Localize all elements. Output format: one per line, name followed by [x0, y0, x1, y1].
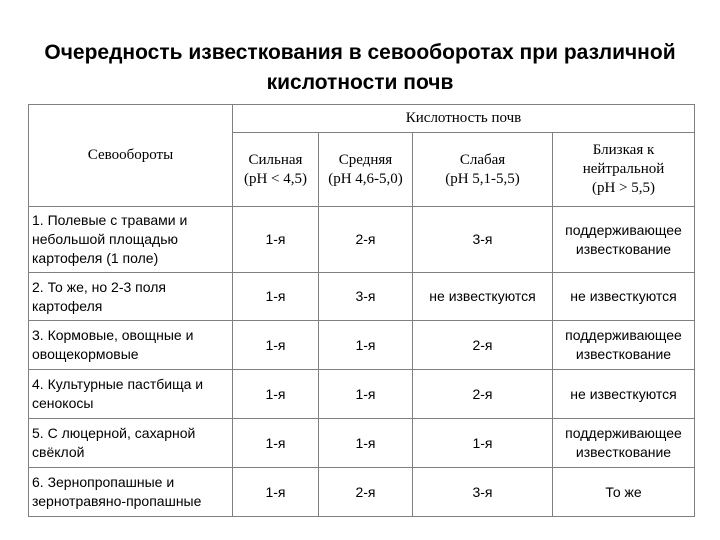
- row-name: 2. То же, но 2-3 поля картофеля: [29, 273, 233, 321]
- row-name: 3. Кормовые, овощные и овощекормовые: [29, 321, 233, 370]
- cell-weak: 3-я: [413, 207, 553, 273]
- table-row: [29, 419, 695, 468]
- cell-weak: 2-я: [413, 321, 553, 370]
- header-col-medium: Средняя (рН 4,6-5,0): [319, 133, 413, 207]
- cell-near-neutral: поддерживающее известкование: [553, 321, 695, 370]
- cell-near-neutral: не известкуются: [553, 273, 695, 321]
- header-col-near-neutral: Близкая к нейтральной (рН > 5,5): [553, 133, 695, 207]
- cell-medium: 1-я: [319, 370, 413, 419]
- cell-near-neutral: поддерживающее известкование: [553, 207, 695, 273]
- cell-strong: 1-я: [233, 468, 319, 517]
- liming-table: [28, 104, 695, 517]
- cell-weak: не известкуются: [413, 273, 553, 321]
- header-acidity: Кислотность почв: [233, 105, 695, 133]
- cell-strong: 1-я: [233, 273, 319, 321]
- cell-strong: 1-я: [233, 207, 319, 273]
- row-name: 5. С люцерной, сахарной свёклой: [29, 419, 233, 468]
- title-line-2: кислотности почв: [266, 71, 454, 94]
- row-name: 4. Культурные пастбища и сенокосы: [29, 370, 233, 419]
- cell-weak: 3-я: [413, 468, 553, 517]
- header-row-1: [29, 105, 695, 133]
- cell-strong: 1-я: [233, 419, 319, 468]
- cell-weak: 2-я: [413, 370, 553, 419]
- header-rotations: Севообороты: [29, 105, 233, 207]
- cell-medium: 2-я: [319, 207, 413, 273]
- table-row: [29, 273, 695, 321]
- cell-medium: 1-я: [319, 321, 413, 370]
- table-row: [29, 207, 695, 273]
- header-col-strong: Сильная (рН < 4,5): [233, 133, 319, 207]
- cell-medium: 2-я: [319, 468, 413, 517]
- table-row: [29, 370, 695, 419]
- header-col-weak: Слабая (рН 5,1-5,5): [413, 133, 553, 207]
- page-title: [20, 38, 700, 98]
- cell-near-neutral: не известкуются: [553, 370, 695, 419]
- title-line-1: Очередность известкования в севооборотах при различной: [44, 41, 676, 64]
- table-row: [29, 468, 695, 517]
- row-name: 6. Зернопропашные и зернотравяно-пропашные: [29, 468, 233, 517]
- cell-near-neutral: поддерживающее известкование: [553, 419, 695, 468]
- cell-weak: 1-я: [413, 419, 553, 468]
- cell-strong: 1-я: [233, 370, 319, 419]
- row-name: 1. Полевые с травами и небольшой площадью картофеля (1 поле): [29, 207, 233, 273]
- cell-medium: 1-я: [319, 419, 413, 468]
- cell-strong: 1-я: [233, 321, 319, 370]
- table-row: [29, 321, 695, 370]
- cell-near-neutral: То же: [553, 468, 695, 517]
- cell-medium: 3-я: [319, 273, 413, 321]
